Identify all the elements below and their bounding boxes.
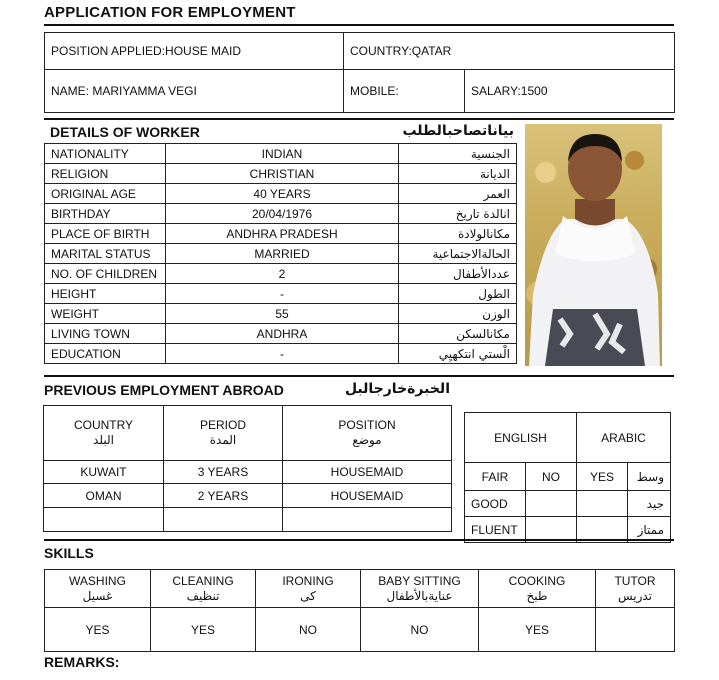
detail-value: 55 <box>166 304 399 324</box>
level-fluent-ar: ممتاز <box>628 517 671 543</box>
skill-value <box>596 608 675 652</box>
divider <box>44 118 674 120</box>
detail-value: INDIAN <box>166 144 399 164</box>
country: COUNTRY:QATAR <box>344 33 675 70</box>
table-row <box>44 461 452 484</box>
level-good-ar: جيد <box>628 491 671 517</box>
table-row <box>45 224 517 244</box>
skill-label-ar: کی <box>300 588 316 603</box>
detail-label-ar: الْستي انتكهيِي <box>399 344 517 364</box>
english-fair: NO <box>526 463 577 491</box>
skill-tutor <box>596 570 675 608</box>
detail-label-ar: مكانالولادة <box>399 224 517 244</box>
applicant-info-table <box>44 32 675 113</box>
detail-label-ar: الحالةالاجتماعية <box>399 244 517 264</box>
table-row <box>45 184 517 204</box>
col-country-label-ar: البلد <box>93 433 114 447</box>
skills-heading: SKILLS <box>44 545 94 561</box>
skill-label: CLEANING <box>172 573 234 588</box>
mobile: MOBILE: <box>344 70 465 113</box>
skill-label: WASHING <box>69 573 126 588</box>
detail-value: CHRISTIAN <box>166 164 399 184</box>
detail-label: LIVING TOWN <box>45 324 166 344</box>
salary: SALARY:1500 <box>465 70 675 113</box>
table-row <box>45 144 517 164</box>
detail-label: BIRTHDAY <box>45 204 166 224</box>
skill-label: TUTOR <box>614 573 656 588</box>
table-row <box>45 324 517 344</box>
detail-label: HEIGHT <box>45 284 166 304</box>
col-country-label: COUNTRY <box>73 418 134 432</box>
row-period: 3 YEARS <box>164 461 283 484</box>
empty-cell <box>283 508 452 532</box>
table-row <box>44 484 452 508</box>
detail-label-ar: الوزن <box>399 304 517 324</box>
detail-label: WEIGHT <box>45 304 166 324</box>
person-silhouette <box>525 124 662 366</box>
skill-cleaning <box>151 570 256 608</box>
skill-label-ar: طبخ <box>526 588 548 603</box>
skill-value: YES <box>151 608 256 652</box>
col-position-label-ar: موضع <box>352 433 382 447</box>
skill-baby-sitting <box>361 570 479 608</box>
detail-label: PLACE OF BIRTH <box>45 224 166 244</box>
details-heading: DETAILS OF WORKER <box>50 124 200 140</box>
skill-value: NO <box>361 608 479 652</box>
table-row <box>45 244 517 264</box>
table-row <box>44 508 452 532</box>
detail-label: NO. OF CHILDREN <box>45 264 166 284</box>
arabic-good <box>577 491 628 517</box>
page-title: APPLICATION FOR EMPLOYMENT <box>44 4 296 21</box>
detail-label-ar: العمر <box>399 184 517 204</box>
row-position: HOUSEMAID <box>283 461 452 484</box>
skill-label-ar: عنايةبالأطفال <box>386 588 453 603</box>
skill-cooking <box>479 570 596 608</box>
detail-value: ANDHRA PRADESH <box>166 224 399 244</box>
level-good: GOOD <box>465 491 526 517</box>
table-row <box>45 284 517 304</box>
table-row <box>45 164 517 184</box>
languages-table <box>464 412 671 543</box>
detail-label-ar: انالدة تاريخ <box>399 204 517 224</box>
col-position-label: POSITION <box>338 418 396 432</box>
level-fair: FAIR <box>465 463 526 491</box>
skill-value: YES <box>479 608 596 652</box>
skill-label: IRONING <box>282 573 334 588</box>
table-row <box>465 491 671 517</box>
skill-label: COOKING <box>508 573 566 588</box>
detail-value: 20/04/1976 <box>166 204 399 224</box>
detail-value: - <box>166 344 399 364</box>
skill-value: YES <box>45 608 151 652</box>
col-period <box>164 406 283 461</box>
detail-label-ar: الجنسية <box>399 144 517 164</box>
detail-label: ORIGINAL AGE <box>45 184 166 204</box>
table-row <box>45 204 517 224</box>
detail-value: 2 <box>166 264 399 284</box>
table-row <box>45 344 517 364</box>
divider <box>44 539 674 541</box>
empty-cell <box>164 508 283 532</box>
detail-label: NATIONALITY <box>45 144 166 164</box>
detail-label: RELIGION <box>45 164 166 184</box>
detail-value: - <box>166 284 399 304</box>
skill-value: NO <box>256 608 361 652</box>
worker-details-table <box>44 143 517 364</box>
english-header: ENGLISH <box>465 413 577 463</box>
divider <box>44 375 674 377</box>
table-row <box>465 463 671 491</box>
detail-value: ANDHRA <box>166 324 399 344</box>
level-fluent: FLUENT <box>465 517 526 543</box>
detail-value: MARRIED <box>166 244 399 264</box>
remarks-label: REMARKS: <box>44 654 120 670</box>
level-fair-ar: وسط <box>628 463 671 491</box>
col-period-label-ar: المدة <box>209 433 237 447</box>
skill-ironing <box>256 570 361 608</box>
title-underline <box>44 24 674 26</box>
skill-label-ar: تدريس <box>617 588 653 603</box>
previous-employment-heading-ar: الخبرةخارجالبل <box>344 381 450 397</box>
row-period: 2 YEARS <box>164 484 283 508</box>
skill-label-ar: غسيل <box>82 588 113 603</box>
table-row <box>45 608 675 652</box>
skills-table <box>44 569 675 652</box>
detail-label: EDUCATION <box>45 344 166 364</box>
detail-value: 40 YEARS <box>166 184 399 204</box>
detail-label: MARITAL STATUS <box>45 244 166 264</box>
previous-employment-heading: PREVIOUS EMPLOYMENT ABROAD <box>44 382 284 398</box>
arabic-fair: YES <box>577 463 628 491</box>
position-applied: POSITION APPLIED:HOUSE MAID <box>45 33 344 70</box>
detail-label-ar: الديانة <box>399 164 517 184</box>
detail-label-ar: عددالأطفال <box>399 264 517 284</box>
row-country: KUWAIT <box>44 461 164 484</box>
row-position: HOUSEMAID <box>283 484 452 508</box>
arabic-header: ARABIC <box>577 413 671 463</box>
col-country <box>44 406 164 461</box>
empty-cell <box>44 508 164 532</box>
detail-label-ar: مكانالسكن <box>399 324 517 344</box>
skill-label: BABY SITTING <box>378 573 461 588</box>
table-row <box>45 264 517 284</box>
english-good <box>526 491 577 517</box>
col-position <box>283 406 452 461</box>
col-period-label: PERIOD <box>199 418 246 432</box>
row-country: OMAN <box>44 484 164 508</box>
table-row <box>45 304 517 324</box>
worker-photo <box>525 124 662 366</box>
skill-label-ar: تنظيف <box>186 588 220 603</box>
details-heading-ar: بياناتصاحبالطلب <box>402 123 514 139</box>
skill-washing <box>45 570 151 608</box>
detail-label-ar: الطول <box>399 284 517 304</box>
previous-employment-table <box>43 405 452 532</box>
applicant-name: NAME: MARIYAMMA VEGI <box>45 70 344 113</box>
